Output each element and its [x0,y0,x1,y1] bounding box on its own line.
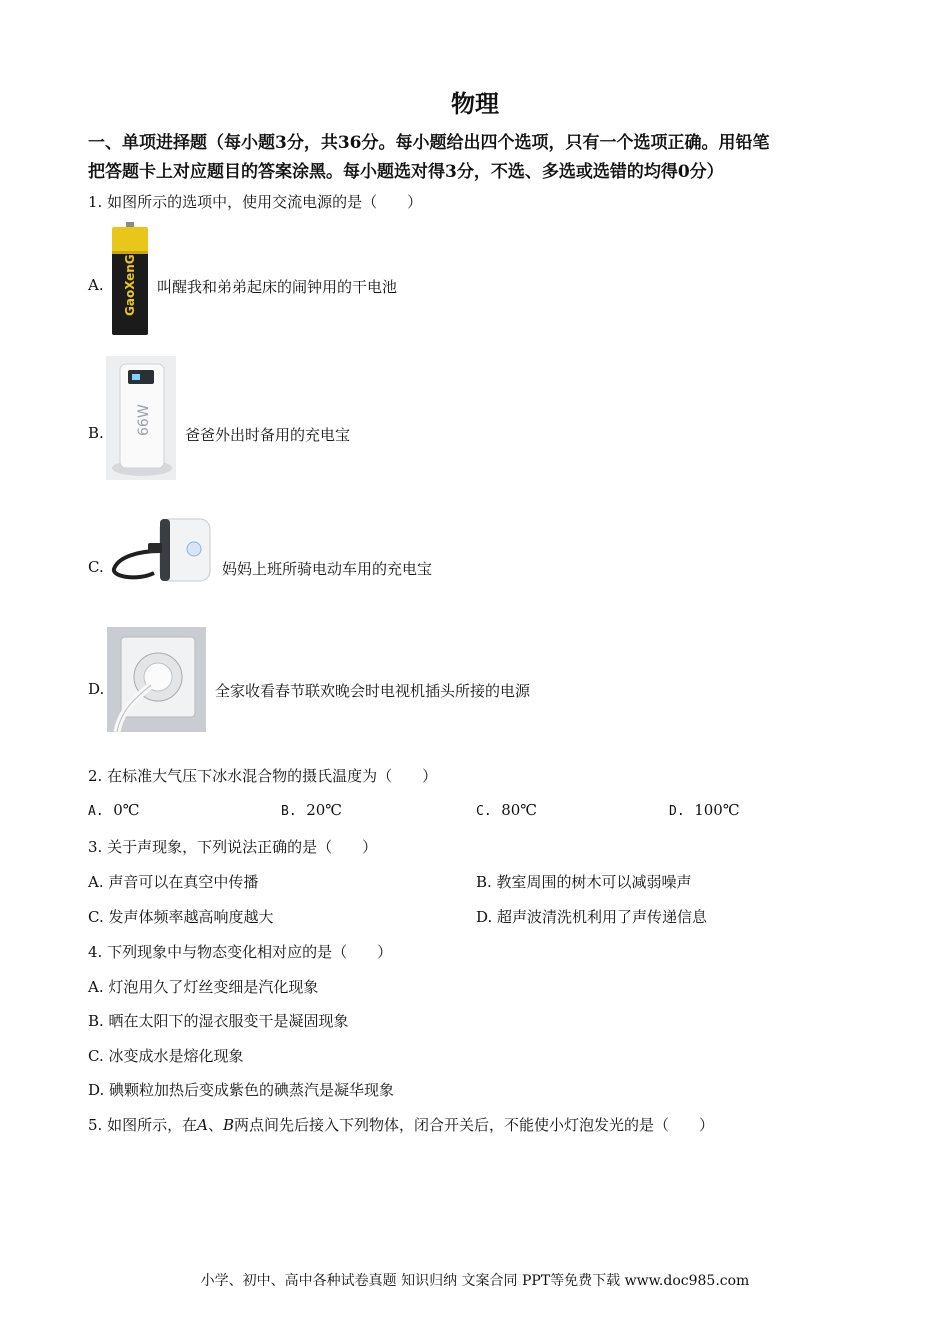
wall-socket-image [107,627,206,732]
q1-option-d-label: D. [88,680,105,698]
q2-option-a-label: A. [88,804,104,819]
q1-option-b-text: 爸爸外出时备用的充电宝 [185,426,351,444]
page-title: 物理 [451,89,499,118]
q1-option-a-label: A. [88,276,104,294]
q4-option-a: A. 灯泡用久了灯丝变细是汽化现象 [88,978,319,996]
q1-option-c-text: 妈妈上班所骑电动车用的充电宝 [222,560,433,578]
ev-charger-image [108,517,214,585]
section-heading-line2: 把答题卡上对应题目的答案涂黑。每小题选对得3分，不选、多选或选错的均得0分） [88,162,724,182]
question-1-stem: 1. 如图所示的选项中，使用交流电源的是（ ） [88,193,423,211]
q4-option-d: D. 碘颗粒加热后变成紫色的碘蒸汽是凝华现象 [88,1081,395,1099]
q3-option-b: B. 教室周围的树木可以减弱噪声 [476,873,692,891]
q2-option-a [88,801,140,819]
q5-point-a: A [197,1116,208,1134]
q2-option-d [669,801,740,819]
q1-option-d-text: 全家收看春节联欢晚会时电视机插头所接的电源 [215,682,531,700]
section-heading-line1: 一、单项进择题（每小题3分，共36分。每小题给出四个选项，只有一个选项正确。用铅笔 [88,133,770,153]
q5-stem-prefix: 5. 如图所示，在 [88,1116,198,1134]
q1-option-a-text: 叫醒我和弟弟起床的闹钟用的干电池 [157,278,398,296]
q2-option-c-text: 80℃ [501,801,538,819]
q5-stem-suffix: 两点间先后接入下列物体，闭合开关后，不能使小灯泡发光的是（ ） [233,1116,714,1134]
question-2-stem: 2. 在标准大气压下冰水混合物的摄氏温度为（ ） [88,767,438,785]
q2-option-c [476,801,537,819]
svg-text:66W: 66W [136,404,152,436]
q5-point-b: B [222,1116,234,1134]
q3-option-a: A. 声音可以在真空中传播 [88,873,259,891]
q2-option-b [281,801,342,819]
q2-option-d-text: 100℃ [694,801,740,819]
q2-option-b-text: 20℃ [306,801,343,819]
q1-option-c-label: C. [88,558,104,576]
svg-text:GaoXenG: GaoXenG [123,254,137,316]
question-4-stem: 4. 下列现象中与物态变化相对应的是（ ） [88,943,393,961]
q5-sep: 、 [207,1116,223,1134]
q4-option-c: C. 冰变成水是熔化现象 [88,1047,244,1065]
q2-option-b-label: B. [281,804,297,819]
q1-option-b-label: B. [88,424,104,442]
page-footer: 小学、初中、高中各种试卷真题 知识归纳 文案合同 PPT等免费下载 www.doc985.com [200,1273,750,1289]
q4-option-b: B. 晒在太阳下的湿衣服变干是凝固现象 [88,1012,349,1030]
q3-option-c: C. 发声体频率越高响度越大 [88,908,274,926]
q3-option-d: D. 超声波清洗机利用了声传递信息 [476,908,708,926]
question-3-stem: 3. 关于声现象，下列说法正确的是（ ） [88,838,378,856]
q2-option-d-label: D. [669,804,685,819]
power-bank-image [106,356,176,480]
question-5-stem [88,1114,714,1135]
q2-option-a-text: 0℃ [113,801,140,819]
aa-battery-image [108,222,152,338]
q2-option-c-label: C. [476,804,492,819]
